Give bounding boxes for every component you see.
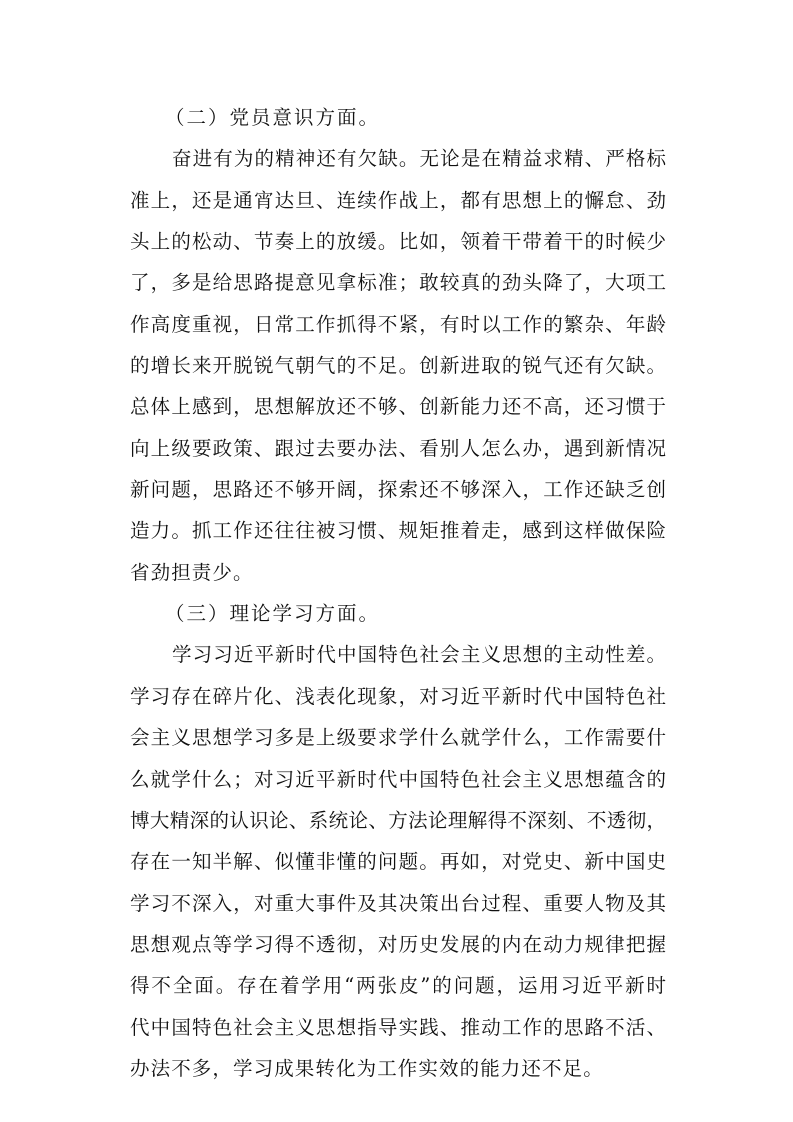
paragraph-line: 新问题，思路还不够开阔，探索还不够深入，工作还缺乏创 bbox=[130, 478, 666, 502]
paragraph-line: 学习习近平新时代中国特色社会主义思想的主动性差。 bbox=[172, 643, 666, 667]
paragraph-line: 了，多是给思路提意见拿标准；敢较真的劲头降了，大项工 bbox=[130, 271, 666, 295]
document-page bbox=[130, 97, 666, 1089]
paragraph-line: 作高度重视，日常工作抓得不紧，有时以工作的繁杂、年龄 bbox=[130, 312, 666, 336]
paragraph-line: 代中国特色社会主义思想指导实践、推动工作的思路不活、 bbox=[130, 1015, 666, 1039]
paragraph-line: 省劲担责少。 bbox=[130, 560, 254, 584]
paragraph-line: 博大精深的认识论、系统论、方法论理解得不深刻、不透彻， bbox=[130, 808, 666, 832]
paragraph-line: 的增长来开脱锐气朝气的不足。创新进取的锐气还有欠缺。 bbox=[130, 354, 666, 378]
paragraph-line: 准上，还是通宵达旦、连续作战上，都有思想上的懈怠、劲 bbox=[130, 188, 666, 212]
paragraph-line: 学习不深入，对重大事件及其决策出台过程、重要人物及其 bbox=[130, 891, 666, 915]
section-heading: （三）理论学习方面。 bbox=[165, 602, 381, 626]
section-heading: （二）党员意识方面。 bbox=[165, 106, 381, 129]
paragraph-line: 头上的松动、节奏上的放缓。比如，领着干带着干的时候少 bbox=[130, 230, 666, 254]
paragraph-line: 学习存在碎片化、浅表化现象，对习近平新时代中国特色社 bbox=[130, 684, 666, 708]
paragraph-line: 存在一知半解、似懂非懂的问题。再如，对党史、新中国史 bbox=[130, 850, 666, 874]
paragraph-line: 得不全面。存在着学用“两张皮”的问题，运用习近平新时 bbox=[130, 974, 666, 998]
paragraph-line: 思想观点等学习得不透彻，对历史发展的内在动力规律把握 bbox=[130, 932, 666, 956]
paragraph-line: 办法不多，学习成果转化为工作实效的能力还不足。 bbox=[130, 1056, 604, 1080]
paragraph-line: 总体上感到，思想解放还不够、创新能力还不高，还习惯于 bbox=[130, 395, 666, 419]
paragraph-line: 么就学什么；对习近平新时代中国特色社会主义思想蕴含的 bbox=[130, 767, 666, 791]
paragraph-line: 奋进有为的精神还有欠缺。无论是在精益求精、严格标 bbox=[172, 147, 666, 171]
paragraph-line: 向上级要政策、跟过去要办法、看别人怎么办，遇到新情况 bbox=[130, 436, 666, 460]
paragraph-line: 造力。抓工作还往往被习惯、规矩推着走，感到这样做保险 bbox=[130, 519, 666, 543]
paragraph-line: 会主义思想学习多是上级要求学什么就学什么，工作需要什 bbox=[130, 726, 666, 750]
